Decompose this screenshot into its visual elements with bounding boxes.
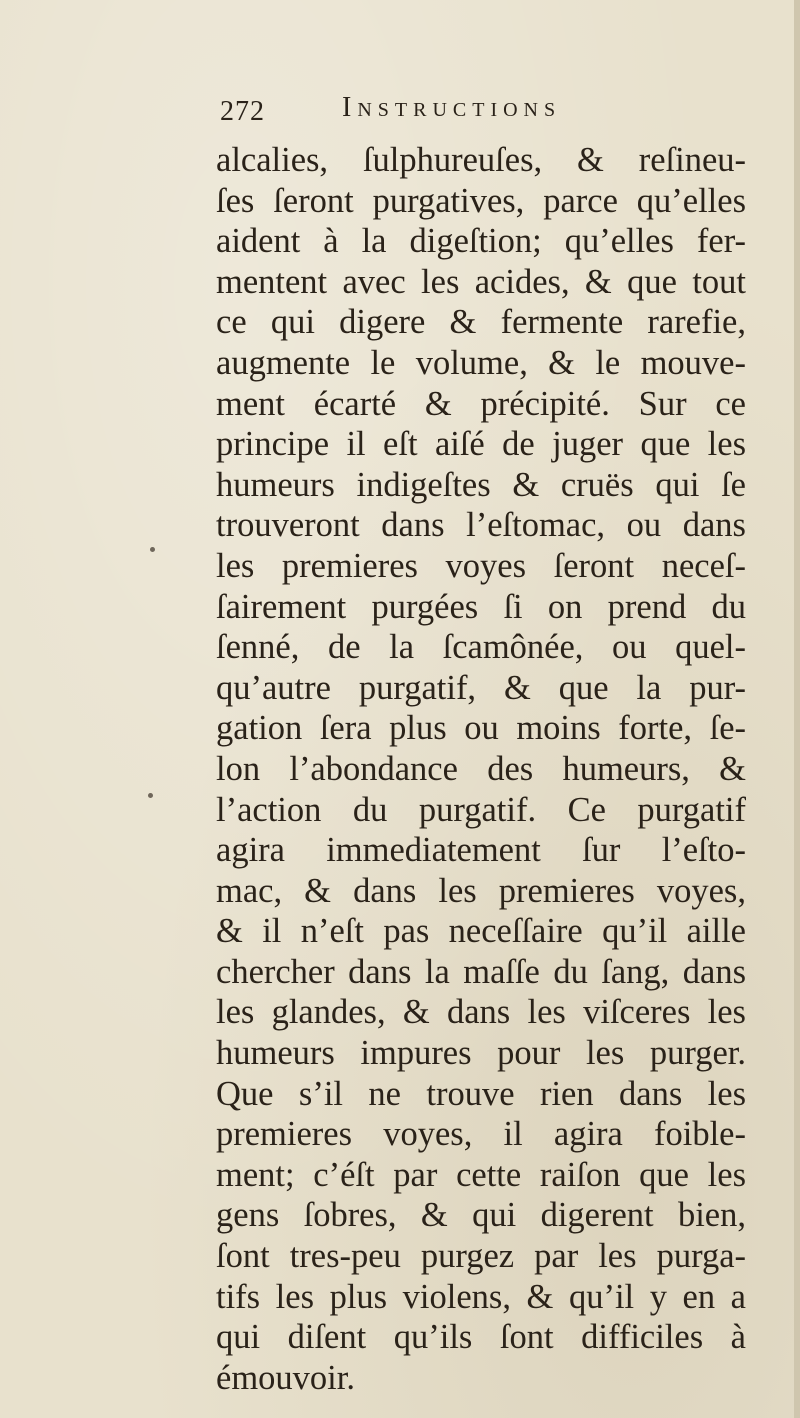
- text-line: principe il eſt aiſé de juger que les: [216, 425, 746, 464]
- text-line: ſont tres-peu purgez par les purga-: [216, 1237, 746, 1276]
- text-line: ce qui digere & fermente rarefie,: [216, 303, 746, 342]
- text-line: premieres voyes, il agira foible-: [216, 1115, 746, 1154]
- page-header: [220, 92, 760, 132]
- text-line: lon l’abondance des humeurs, &: [216, 749, 746, 788]
- text-line: aident à la digeſtion; qu’elles fer-: [216, 222, 746, 261]
- text-line: les premieres voyes ſeront neceſ-: [216, 546, 746, 585]
- text-line: gation ſera plus ou moins forte, ſe-: [216, 709, 746, 748]
- text-line: chercher dans la maſſe du ſang, dans: [216, 952, 746, 991]
- text-line: ſenné, de la ſcamônée, ou quel-: [216, 628, 746, 667]
- text-line: l’action du purgatif. Ce purgatif: [216, 790, 746, 829]
- ink-speck: [148, 793, 153, 798]
- ink-speck: [150, 547, 155, 552]
- text-line: qu’autre purgatif, & que la pur-: [216, 668, 746, 707]
- text-line: augmente le volume, & le mouve-: [216, 343, 746, 382]
- text-line: agira immediatement ſur l’eſto-: [216, 831, 746, 870]
- text-line: émouvoir.: [216, 1358, 355, 1397]
- text-line: ment; c’éſt par cette raiſon que les: [216, 1155, 746, 1194]
- text-line: alcalies, ſulphureuſes, & reſineu-: [216, 141, 746, 179]
- text-line: humeurs impures pour les purger.: [216, 1034, 746, 1073]
- text-line: & il n’eſt pas neceſſaire qu’il aille: [216, 912, 746, 951]
- text-line: ment écarté & précipité. Sur ce: [216, 384, 746, 423]
- text-line: gens ſobres, & qui digerent bien,: [216, 1196, 746, 1235]
- text-line: les glandes, & dans les viſceres les: [216, 993, 746, 1032]
- text-line: ſes ſeront purgatives, parce qu’elles: [216, 181, 746, 220]
- page-number: 272: [220, 96, 265, 127]
- text-line: trouveront dans l’eſtomac, ou dans: [216, 506, 746, 545]
- text-line: humeurs indigeſtes & cruës qui ſe: [216, 465, 746, 504]
- text-line: qui diſent qu’ils ſont difficiles à: [216, 1318, 746, 1357]
- body-text: [216, 140, 746, 1398]
- text-line: ſairement purgées ſi on prend du: [216, 587, 746, 626]
- running-head: Instructions: [342, 92, 562, 123]
- text-line: tifs les plus violens, & qu’il y en a: [216, 1277, 746, 1316]
- text-line: mentent avec les acides, & que tout: [216, 262, 746, 301]
- text-line: Que s’il ne trouve rien dans les: [216, 1074, 746, 1113]
- text-line: mac, & dans les premieres voyes,: [216, 871, 746, 910]
